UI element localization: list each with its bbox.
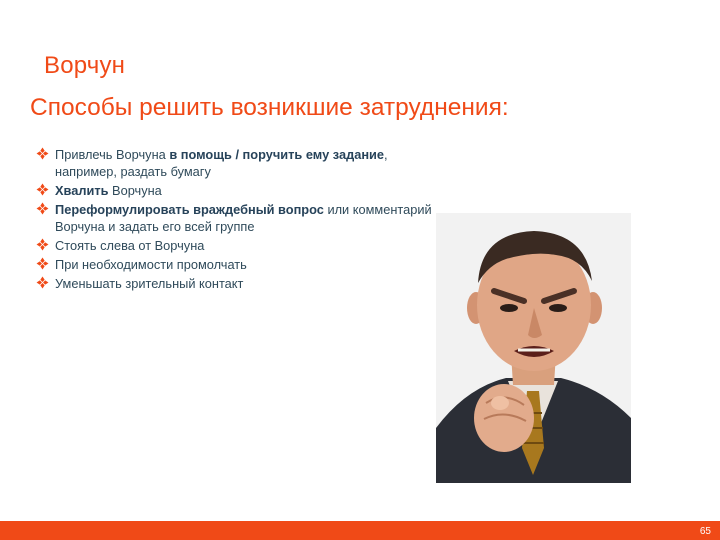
page-number: 65: [699, 526, 711, 537]
bullet-item: [36, 256, 436, 273]
angry-man-illustration: [436, 213, 631, 483]
bullet-text: При необходимости промолчать: [55, 257, 247, 272]
bullet-list: [36, 146, 436, 294]
bullet-text: Ворчуна: [108, 183, 162, 198]
bullet-item: [36, 275, 436, 292]
slide-title: Ворчун: [44, 52, 126, 79]
bullet-item: [36, 201, 436, 235]
diamond-bullet-icon: [36, 257, 49, 270]
bullet-emphasis: Хвалить: [55, 183, 109, 198]
bullet-item: [36, 146, 436, 180]
bullet-text: Привлечь Ворчуна: [55, 147, 170, 162]
diamond-bullet-icon: [36, 147, 49, 160]
bullet-text: Стоять слева от Ворчуна: [55, 238, 205, 253]
diamond-bullet-icon: [36, 238, 49, 251]
diamond-bullet-icon: [36, 183, 49, 196]
bullet-emphasis: в помощь / поручить ему задание: [169, 147, 385, 162]
bullet-text: , например, раздать бумагу: [55, 147, 388, 179]
bullet-emphasis: Переформулировать враждебный вопрос: [55, 202, 324, 217]
slide-subtitle: Способы решить возникшие затруднения:: [30, 94, 509, 121]
footer-bar: [0, 521, 720, 540]
bullet-text: или комментарий Ворчуна и задать его всей группе: [55, 202, 432, 234]
diamond-bullet-icon: [36, 202, 49, 215]
bullet-item: [36, 237, 436, 254]
bullet-text: Уменьшать зрительный контакт: [55, 276, 244, 291]
angry-man-photo: [436, 213, 631, 483]
diamond-bullet-icon: [36, 276, 49, 289]
bullet-item: [36, 182, 436, 199]
